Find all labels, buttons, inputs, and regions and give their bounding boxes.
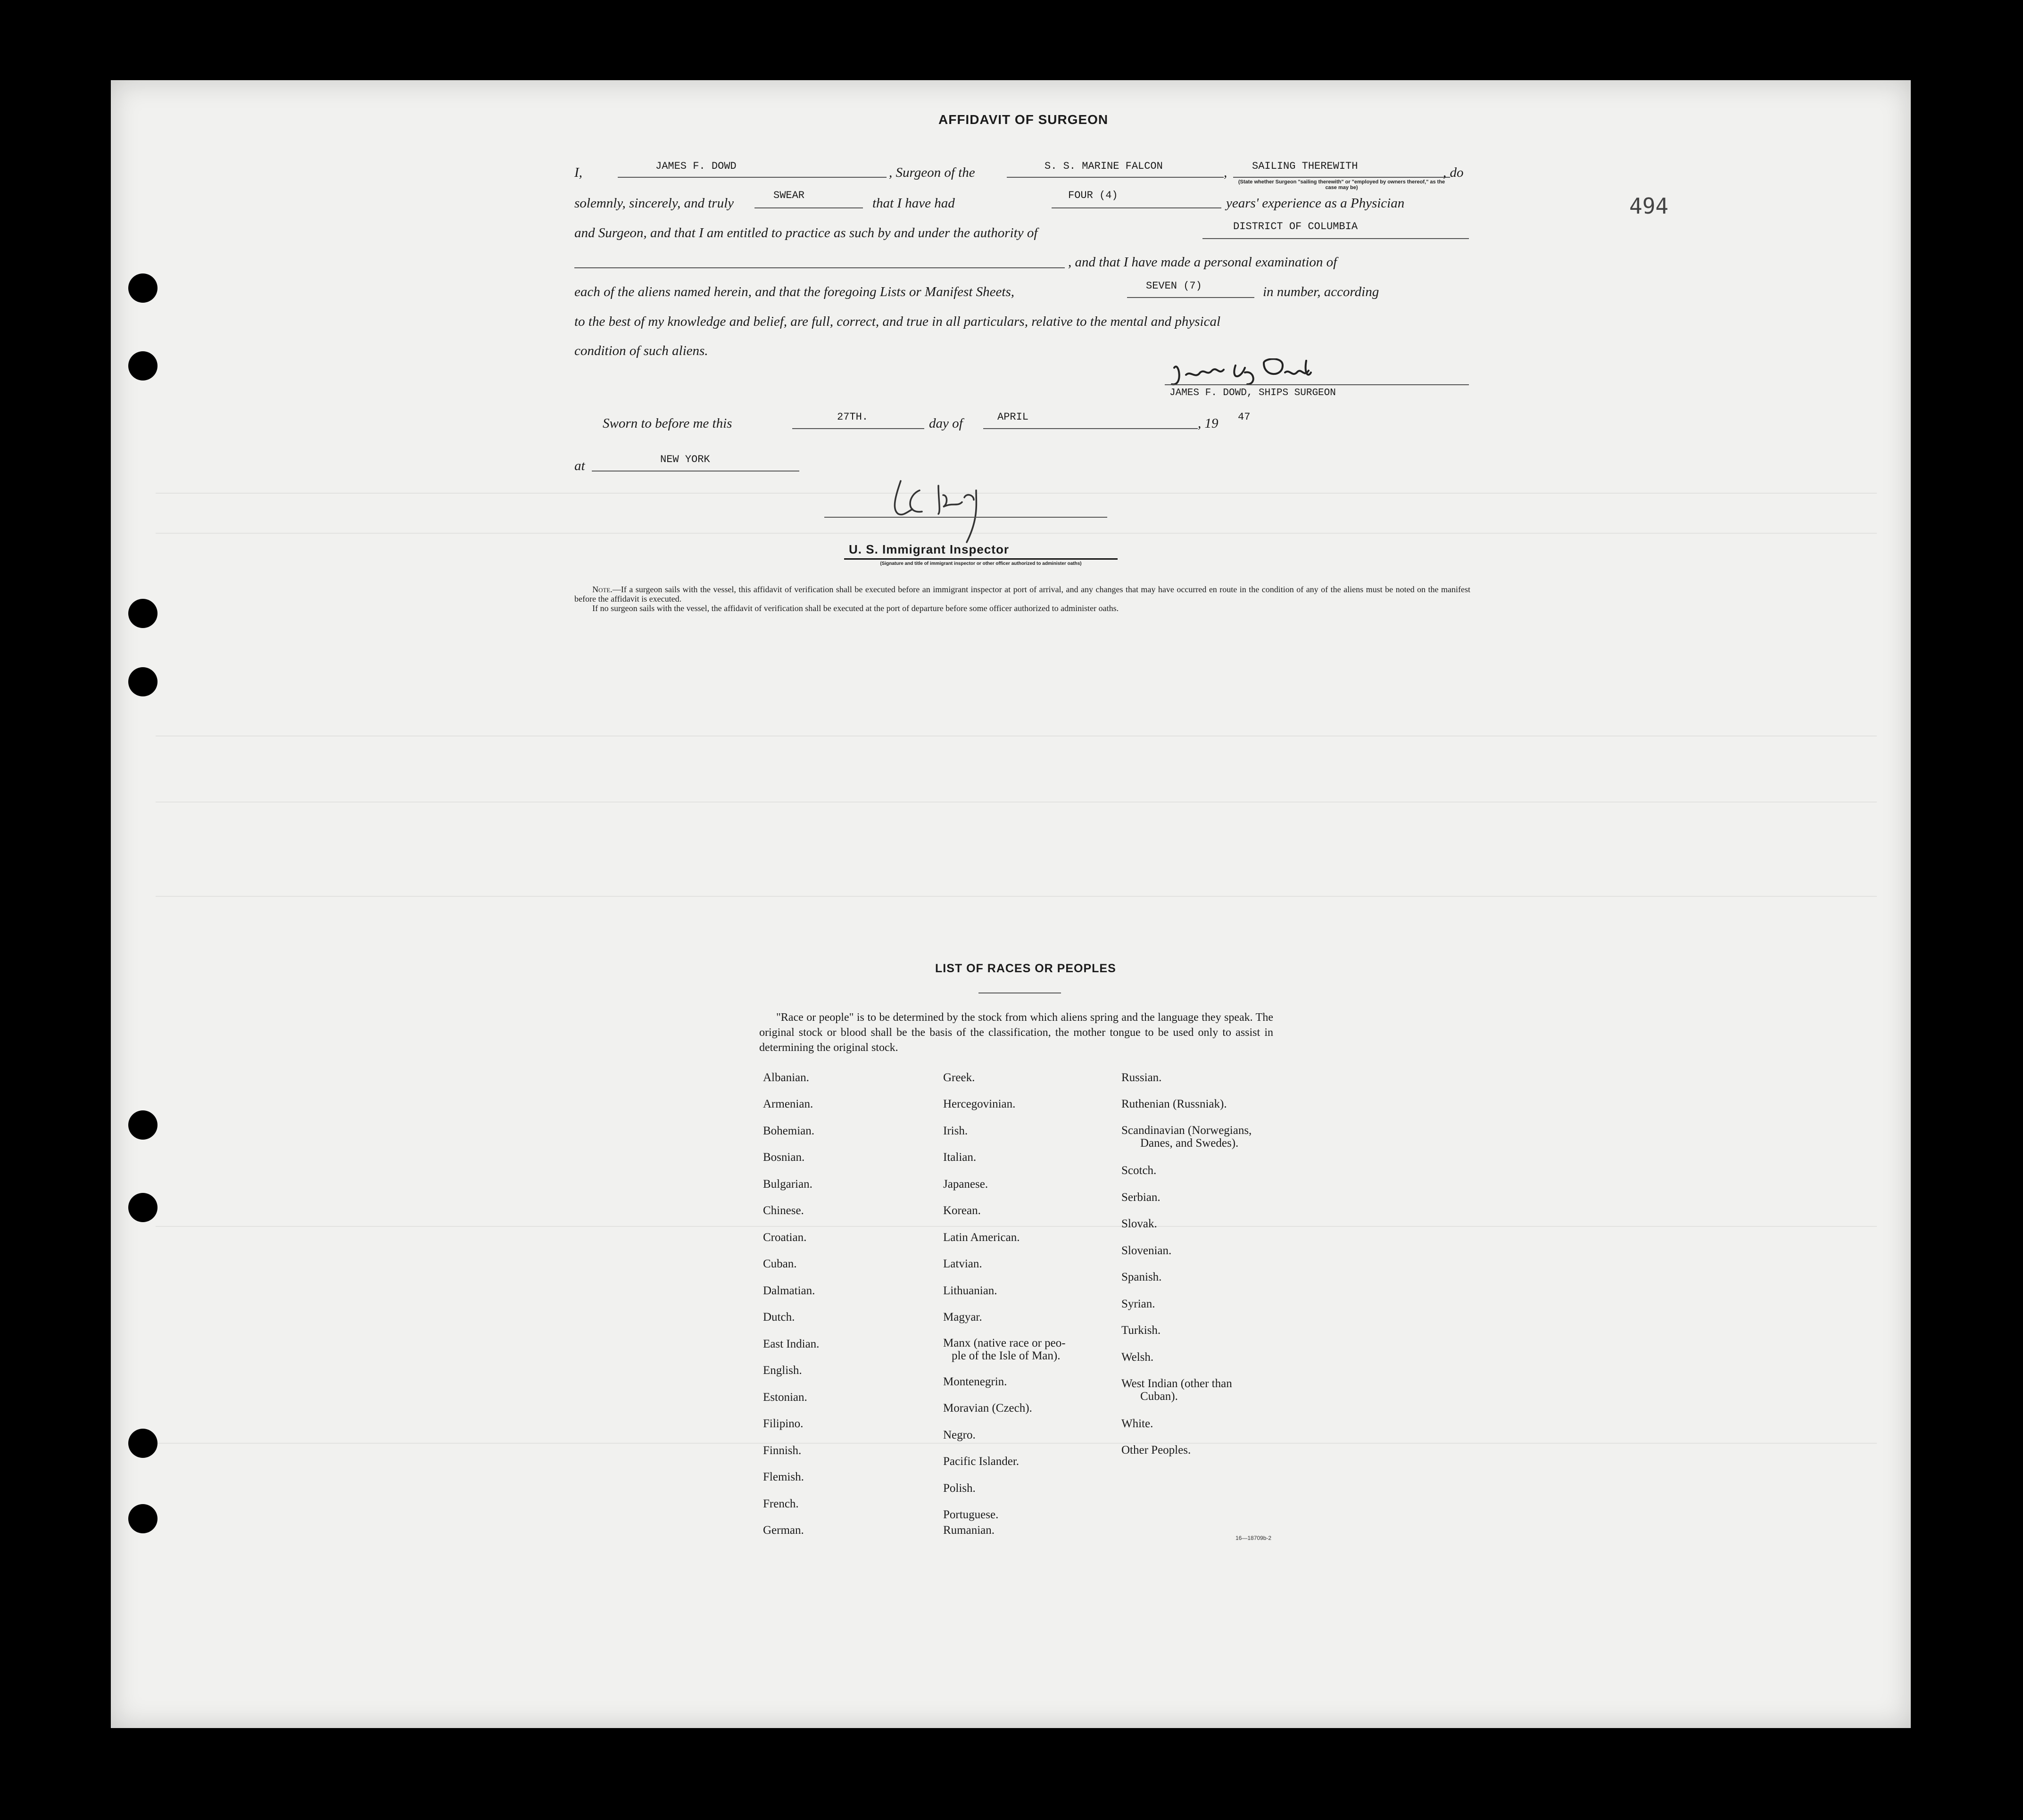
race-item: Greek. bbox=[943, 1071, 975, 1084]
affidavit-text: , Surgeon of the bbox=[889, 165, 975, 180]
fill-line bbox=[754, 207, 863, 208]
race-item: Estonian. bbox=[763, 1391, 807, 1404]
race-item: Ruthenian (Russniak). bbox=[1121, 1098, 1227, 1110]
race-item: Cuban). bbox=[1140, 1390, 1178, 1403]
race-item: Slovak. bbox=[1121, 1217, 1157, 1230]
binder-hole bbox=[128, 1429, 158, 1458]
race-item: Pacific Islander. bbox=[943, 1455, 1020, 1468]
note-text: —If a surgeon sails with the vessel, this affidavit of verification shall be executed before an immigrant inspector at port of arrival, and any changes that may have occurred en route in the condition of any of the aliens must be noted on the manifest before the affidavit is executed. bbox=[574, 585, 1470, 604]
race-item: Magyar. bbox=[943, 1311, 982, 1324]
binder-hole bbox=[128, 1193, 158, 1222]
affidavit-text: to the best of my knowledge and belief, are full, correct, and true in all particulars, relative to the mental and physical bbox=[574, 314, 1221, 329]
vessel-name-field: S. S. MARINE FALCON bbox=[1045, 160, 1163, 172]
sailing-instruction: (State whether Surgeon "sailing therewith" or "employed by owners thereof," as the case may be) bbox=[1238, 179, 1445, 190]
race-item: Hercegovinian. bbox=[943, 1098, 1016, 1110]
affidavit-text: Sworn to before me this bbox=[603, 416, 732, 431]
affidavit-text: at bbox=[574, 458, 585, 473]
race-item: Scandinavian (Norwegians, bbox=[1121, 1124, 1252, 1137]
inspector-instruction: (Signature and title of immigrant inspector or other officer authorized to administer oaths) bbox=[880, 561, 1082, 566]
fill-line bbox=[1233, 177, 1450, 178]
affidavit-text: that I have had bbox=[872, 196, 955, 211]
race-item: Spanish. bbox=[1121, 1271, 1162, 1283]
authority-field: DISTRICT OF COLUMBIA bbox=[1233, 221, 1358, 232]
race-item: German. bbox=[763, 1524, 804, 1537]
affidavit-note bbox=[574, 585, 1470, 613]
binder-hole bbox=[128, 667, 158, 696]
races-intro bbox=[759, 1010, 1273, 1055]
affidavit-title: AFFIDAVIT OF SURGEON bbox=[938, 112, 1109, 127]
races-intro-text: The original stock or blood shall be the basis of the classification, the mother tongue to be used only to assist in determining the original stock. bbox=[759, 1011, 1273, 1054]
binder-hole bbox=[128, 351, 158, 381]
sworn-month-field: APRIL bbox=[997, 411, 1029, 423]
note-text: If no surgeon sails with the vessel, the affidavit of verification shall be executed at the port of departure before some officer authorized to administer oaths. bbox=[592, 604, 1119, 613]
fill-line bbox=[1007, 177, 1224, 178]
race-item: Negro. bbox=[943, 1429, 976, 1441]
surgeon-signature bbox=[1165, 358, 1325, 391]
race-item: Dalmatian. bbox=[763, 1284, 815, 1297]
surgeon-name-field: JAMES F. DOWD bbox=[655, 160, 737, 172]
affidavit-text: day of bbox=[929, 416, 963, 431]
fill-line bbox=[1202, 238, 1469, 239]
page-number: 494 bbox=[1629, 193, 1669, 219]
race-item: Bosnian. bbox=[763, 1151, 805, 1164]
binder-hole bbox=[128, 1504, 158, 1533]
race-item: Rumanian. bbox=[943, 1524, 995, 1537]
binder-hole bbox=[128, 1110, 158, 1140]
fill-line bbox=[592, 471, 799, 472]
race-item: Latvian. bbox=[943, 1257, 982, 1270]
race-item: Slovenian. bbox=[1121, 1244, 1172, 1257]
inspector-signature bbox=[887, 472, 1037, 547]
sworn-day-field: 27TH. bbox=[837, 411, 869, 423]
affidavit-text: years' experience as a Physician bbox=[1226, 196, 1405, 211]
race-item: East Indian. bbox=[763, 1338, 820, 1350]
fill-line bbox=[983, 428, 1198, 429]
race-item: ple of the Isle of Man). bbox=[952, 1349, 1061, 1362]
race-item: Flemish. bbox=[763, 1471, 804, 1483]
race-item: English. bbox=[763, 1364, 802, 1377]
affidavit-text: , bbox=[1224, 165, 1227, 180]
race-item: Syrian. bbox=[1121, 1298, 1155, 1310]
signature-caption: JAMES F. DOWD, SHIPS SURGEON bbox=[1169, 388, 1336, 398]
race-item: Lithuanian. bbox=[943, 1284, 997, 1297]
years-experience-field: FOUR (4) bbox=[1068, 190, 1118, 201]
fill-line bbox=[574, 267, 1065, 268]
race-item: Turkish. bbox=[1121, 1324, 1161, 1337]
signature-line bbox=[844, 558, 1118, 560]
race-item: Dutch. bbox=[763, 1311, 795, 1324]
fill-line bbox=[618, 177, 887, 178]
race-item: Serbian. bbox=[1121, 1191, 1161, 1204]
affidavit-text: , and that I have made a personal examination of bbox=[1068, 255, 1337, 270]
races-title: LIST OF RACES OR PEOPLES bbox=[935, 962, 1116, 975]
signature-line bbox=[824, 517, 1107, 518]
bleed-through bbox=[156, 1443, 1877, 1444]
race-item: Polish. bbox=[943, 1482, 976, 1495]
race-item: Danes, and Swedes). bbox=[1140, 1137, 1239, 1150]
fill-line bbox=[792, 428, 924, 429]
sheets-count-field: SEVEN (7) bbox=[1146, 280, 1202, 292]
race-item: Latin American. bbox=[943, 1231, 1020, 1244]
affidavit-text: , 19 bbox=[1198, 416, 1219, 431]
race-item: Russian. bbox=[1121, 1071, 1162, 1084]
race-item: Finnish. bbox=[763, 1444, 802, 1457]
bleed-through bbox=[156, 1226, 1877, 1227]
race-item: White. bbox=[1121, 1417, 1153, 1430]
affidavit-text: solemnly, sincerely, and truly bbox=[574, 196, 734, 211]
race-item: French. bbox=[763, 1497, 799, 1510]
race-item: Japanese. bbox=[943, 1178, 988, 1191]
fill-line bbox=[1052, 207, 1221, 208]
sailing-status-field: SAILING THEREWITH bbox=[1252, 160, 1358, 172]
race-item: Other Peoples. bbox=[1121, 1444, 1191, 1456]
race-item: Portuguese. bbox=[943, 1508, 999, 1521]
affidavit-text: , do bbox=[1443, 165, 1464, 180]
race-item: Italian. bbox=[943, 1151, 977, 1164]
fill-line bbox=[1127, 297, 1254, 298]
oath-field: SWEAR bbox=[773, 190, 805, 201]
place-field: NEW YORK bbox=[660, 454, 710, 465]
inspector-title: U. S. Immigrant Inspector bbox=[849, 542, 1009, 556]
affidavit-text: each of the aliens named herein, and that the foregoing Lists or Manifest Sheets, bbox=[574, 284, 1014, 299]
affidavit-text: and Surgeon, and that I am entitled to practice as such by and under the authority of bbox=[574, 225, 1038, 240]
race-item: Manx (native race or peo- bbox=[943, 1337, 1066, 1349]
bleed-through bbox=[156, 896, 1877, 897]
race-item: West Indian (other than bbox=[1121, 1377, 1232, 1390]
race-item: Chinese. bbox=[763, 1204, 804, 1217]
race-item: Korean. bbox=[943, 1204, 981, 1217]
race-item: Bulgarian. bbox=[763, 1178, 813, 1191]
race-item: Albanian. bbox=[763, 1071, 809, 1084]
affidavit-text: I, bbox=[574, 165, 582, 180]
sworn-year-field: 47 bbox=[1238, 411, 1251, 423]
race-item: Scotch. bbox=[1121, 1164, 1157, 1177]
race-item: Bohemian. bbox=[763, 1125, 815, 1137]
affidavit-text: condition of such aliens. bbox=[574, 343, 708, 358]
signature-line bbox=[1165, 384, 1469, 385]
race-item: Montenegrin. bbox=[943, 1375, 1007, 1388]
form-code: 16—18709b-2 bbox=[1235, 1535, 1272, 1541]
race-item: Filipino. bbox=[763, 1417, 804, 1430]
binder-hole bbox=[128, 599, 158, 628]
race-item: Moravian (Czech). bbox=[943, 1402, 1032, 1415]
note-lead: Note. bbox=[592, 585, 613, 594]
races-intro-text: "Race or people" is to be determined by the stock from which aliens spring and the language they speak. bbox=[776, 1011, 1253, 1024]
race-item: Cuban. bbox=[763, 1257, 797, 1270]
race-item: Armenian. bbox=[763, 1098, 813, 1110]
affidavit-text: in number, according bbox=[1263, 284, 1379, 299]
race-item: Irish. bbox=[943, 1125, 968, 1137]
binder-hole bbox=[128, 273, 158, 303]
race-item: Welsh. bbox=[1121, 1351, 1154, 1364]
race-item: Croatian. bbox=[763, 1231, 807, 1244]
